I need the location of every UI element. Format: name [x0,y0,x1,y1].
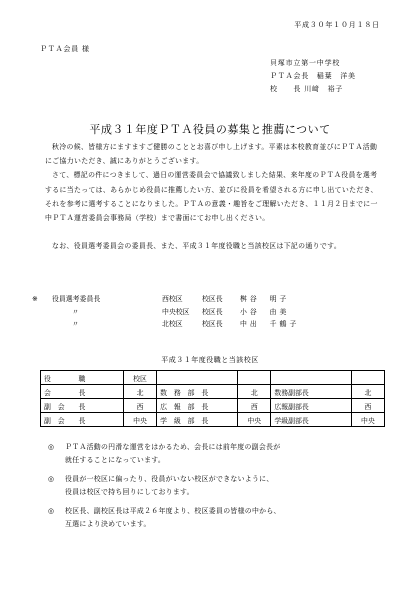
header-role: 役 職 [41,371,124,385]
committee-position: 校区長 [202,295,223,303]
paragraph-greeting: 秋冷の候、皆様方にますますご健勝のこととお喜び申し上げます。平素は本校教育並びにＰＴＡ活動にご協力いただき、誠にありがとうございます。 [45,143,378,166]
area-cell: 北 [123,385,156,399]
committee-area: 北校区 [162,320,183,328]
header-role [271,371,352,385]
document-title: 平成３１年度ＰＴＡ役員の募集と推薦について [89,123,331,136]
notes-list [48,441,281,537]
area-cell: 北 [238,385,271,399]
double-circle-bullet-icon: ◎ [48,443,55,451]
role-cell: 会 長 [41,385,124,399]
note-line: 校区長、副校区長は平成２６年度より、校区委員の皆様の中から、 [65,507,281,515]
note-line: 役員は校区で持ち回りにしております。 [65,488,194,496]
header-area [351,371,384,385]
committee-role: 〃 [72,320,79,328]
area-cell: 中央 [123,413,156,427]
double-circle-bullet-icon: ◎ [48,507,55,515]
role-cell: 広 報 部 長 [157,399,238,413]
committee-name: 小谷 由美 [240,307,290,316]
header-area [238,371,271,385]
note-line: 互選により決めています。 [65,520,151,528]
note-line: 役員が一校区に偏ったり、役員がいない校区ができないように、 [65,475,274,483]
sender-pta-president: ＰＴＡ会長 稲葉 洋美 [270,72,356,80]
note-line: 就任することになっています。 [65,456,166,464]
table-row [41,385,385,399]
reference-mark: ※ [32,295,38,303]
reference-mark [32,306,52,319]
area-cell: 中央 [238,413,271,427]
sender-school: 貝塚市立第一中学校 [270,59,341,67]
sender-block [270,57,356,96]
role-cell: 副 会 長 [41,399,124,413]
body-text [45,140,380,253]
note-line: ＰＴＡ活動の円滑な運営をはかるため、会長には前年度の副会長が [65,443,281,451]
area-cell: 北 [351,385,384,399]
committee-area: 西校区 [162,295,183,303]
table-row [41,399,385,413]
committee-name: 中出 千鶴子 [240,320,300,328]
committee-name: 桝谷 明子 [240,295,290,303]
note-item [48,441,281,467]
committee-area: 中央校区 [162,307,190,316]
roles-table-title: 平成３１年度役職と当該校区 [161,356,259,364]
committee-row [32,306,300,319]
note-item [48,473,281,499]
committee-role: 〃 [72,307,79,316]
committee-row [32,318,300,331]
note-item [48,505,281,531]
roles-table [40,370,385,427]
committee-role: 役員選考委員長 [52,295,101,303]
committee-position: 校区長 [202,320,223,328]
role-cell: 数務副部長 [271,385,352,399]
reference-mark [32,318,52,331]
role-cell: 副 会 長 [41,413,124,427]
recipient: ＰＴＡ会員 様 [40,45,90,53]
table-row [41,413,385,427]
paragraph-note: なお、役員選考委員会の委員長、また、平成３１年度役職と当該校区は下記の通りです。 [52,242,342,251]
role-cell: 学 級 部 長 [157,413,238,427]
committee-position: 校区長 [202,307,223,316]
area-cell: 西 [351,399,384,413]
header-role [157,371,238,385]
role-cell: 数 務 部 長 [157,385,238,399]
area-cell: 西 [123,399,156,413]
role-cell: 学級副部長 [271,413,352,427]
committee-list [32,293,300,331]
sender-principal: 校 長 川﨑 裕子 [270,85,344,93]
table-header-row [41,371,385,385]
committee-row [32,293,300,306]
document-date: 平成３０年１０月１８日 [294,21,380,29]
role-cell: 広報副部長 [271,399,352,413]
header-area: 校区 [123,371,156,385]
area-cell: 西 [238,399,271,413]
area-cell: 中央 [351,413,384,427]
double-circle-bullet-icon: ◎ [48,475,55,483]
paragraph-request: さて、標記の件につきまして、過日の運営委員会で協議致しました結果、来年度のＰＴＡ役員を選考するに当たっては、あらかじめ役員に推薦したい方、並びに役員を希望される方に申し出ていただき、それを参考に選考することになりました。ＰＴＡの意義・趣旨をご理解いただき、１１月２日までに一中ＰＴＡ運営委員会事務局（学校）まで書面にてお申し出ください。 [45,171,378,223]
